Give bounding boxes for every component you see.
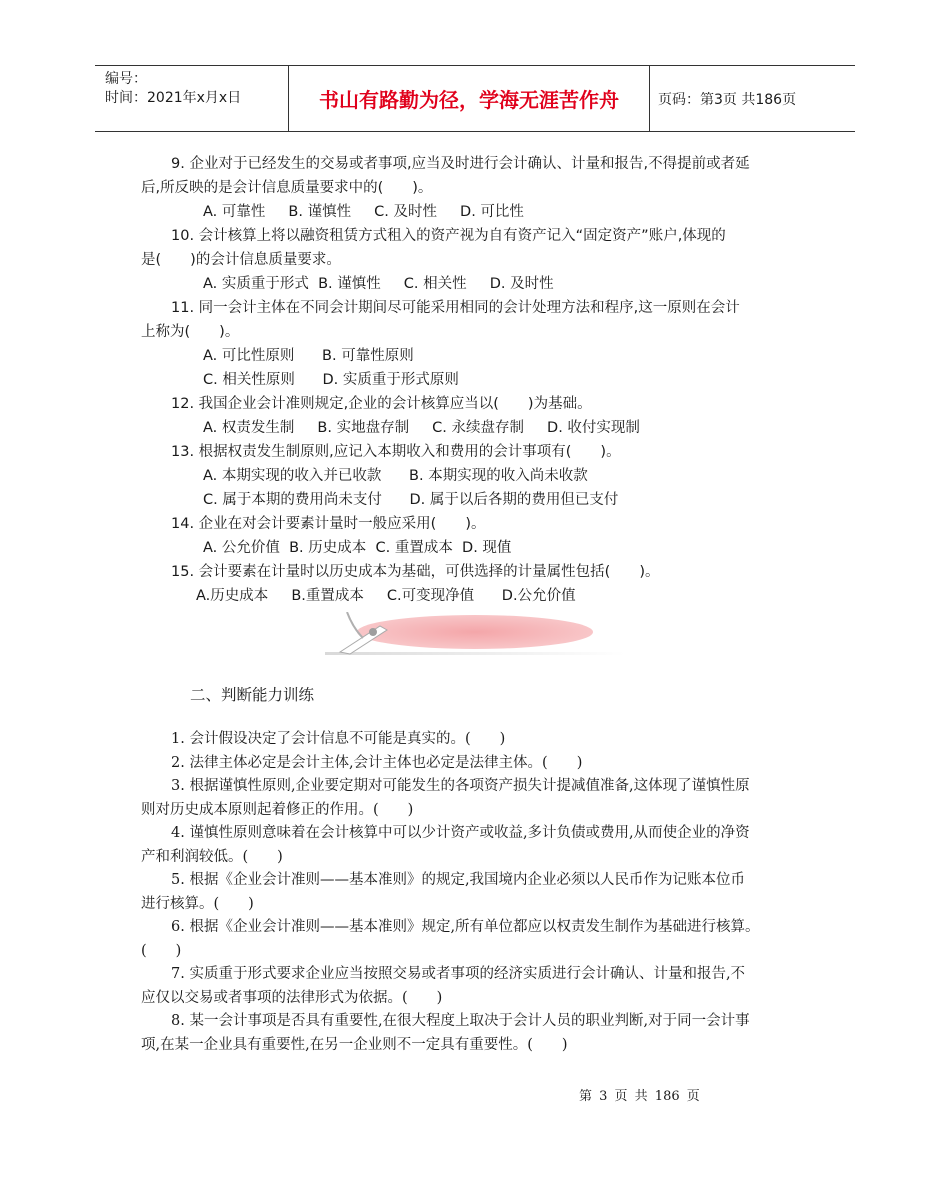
judgment-text-cont: 产和利润较低。( ) xyxy=(141,848,283,865)
question-options: A. 可比性原则 B. 可靠性原则 xyxy=(203,348,414,364)
question-text: 14. 企业在对会计要素计量时一般应采用( )。 xyxy=(171,516,486,532)
question-options: C. 相关性原则 D. 实质重于形式原则 xyxy=(203,372,459,388)
question-10 xyxy=(141,224,811,296)
judgment-text: 8. 某一会计事项是否具有重要性,在很大程度上取决于会计人员的职业判断,对于同一会计事 xyxy=(171,1013,750,1029)
judgment-1 xyxy=(141,728,819,752)
question-text-cont: 是( )的会计信息质量要求。 xyxy=(141,252,341,268)
question-options: A.历史成本 B.重置成本 C.可变现净值 D.公允价值 xyxy=(196,588,576,604)
question-options: A. 权责发生制 B. 实地盘存制 C. 永续盘存制 D. 收付实现制 xyxy=(203,420,640,436)
judgment-text-cont: 进行核算。( ) xyxy=(141,895,254,912)
question-options: C. 属于本期的费用尚未支付 D. 属于以后各期的费用但已支付 xyxy=(203,492,619,508)
judgment-text: 3. 根据谨慎性原则,企业要定期对可能发生的各项资产损失计提减值准备,这体现了谨慎性原 xyxy=(171,778,750,794)
question-9 xyxy=(141,152,811,224)
question-13 xyxy=(141,440,811,512)
page-footer: 第 3 页 共 186 页 xyxy=(579,1089,700,1104)
question-11 xyxy=(141,296,811,392)
judgment-text: 1. 会计假设决定了会计信息不可能是真实的。( ) xyxy=(171,731,506,747)
page-header xyxy=(95,65,855,132)
question-text-cont: 后,所反映的是会计信息质量要求中的( )。 xyxy=(141,180,433,196)
judgment-text: 7. 实质重于形式要求企业应当按照交易或者事项的经济实质进行会计确认、计量和报告,不 xyxy=(171,966,746,982)
question-text-cont: 上称为( )。 xyxy=(141,324,240,340)
judgment-text-cont: 应仅以交易或者事项的法律形式为依据。( ) xyxy=(141,989,443,1006)
judgment-2 xyxy=(141,752,819,776)
question-text: 11. 同一会计主体在不同会计期间尽可能采用相同的会计处理方法和程序,这一原则在会计 xyxy=(171,300,740,316)
choice-questions xyxy=(141,152,811,608)
judgment-questions xyxy=(141,728,819,1057)
judgment-text: 6. 根据《企业会计准则——基本准则》规定,所有单位都应以权责发生制作为基础进行核算。 xyxy=(171,919,760,935)
judgment-3 xyxy=(141,775,819,822)
judgment-8 xyxy=(141,1010,819,1057)
code-label: 编号： xyxy=(105,71,147,87)
time-label: 时间：2021年x月x日 xyxy=(105,90,242,106)
section-title: 二、判断能力训练 xyxy=(190,686,315,704)
question-15 xyxy=(141,560,811,608)
header-motto: 书山有路勤为径，学海无涯苦作舟 xyxy=(288,66,650,131)
question-text: 13. 根据权责发生制原则,应记入本期收入和费用的会计事项有( )。 xyxy=(171,444,621,460)
judgment-4 xyxy=(141,822,819,869)
question-text: 10. 会计核算上将以融资租赁方式租入的资产视为自有资产记入“固定资产”账户,体现的 xyxy=(171,228,726,244)
judgment-text: 2. 法律主体必定是会计主体,会计主体也必定是法律主体。( ) xyxy=(171,754,583,771)
judgment-text-cont: 则对历史成本原则起着修正的作用。( ) xyxy=(141,801,414,818)
question-options: A. 公允价值 B. 历史成本 C. 重置成本 D. 现值 xyxy=(203,540,512,556)
question-12 xyxy=(141,392,811,440)
judgment-text-cont: ( ) xyxy=(141,942,182,959)
question-options: A. 实质重于形式 B. 谨慎性 C. 相关性 D. 及时性 xyxy=(203,276,554,292)
judgment-5 xyxy=(141,869,819,916)
decorative-quill-image xyxy=(325,612,625,660)
judgment-7 xyxy=(141,963,819,1010)
header-page-info: 页码：第3页 共186页 xyxy=(658,91,797,108)
question-text: 12. 我国企业会计准则规定,企业的会计核算应当以( )为基础。 xyxy=(171,396,592,412)
judgment-text-cont: 项,在某一企业具有重要性,在另一企业则不一定具有重要性。( ) xyxy=(141,1036,568,1053)
judgment-text: 4. 谨慎性原则意味着在会计核算中可以少计资产或收益,多计负债或费用,从而使企业的净资 xyxy=(171,825,750,841)
question-options: A. 本期实现的收入并已收款 B. 本期实现的收入尚未收款 xyxy=(203,468,588,484)
judgment-6 xyxy=(141,916,819,963)
header-meta xyxy=(95,66,288,131)
question-options: A. 可靠性 B. 谨慎性 C. 及时性 D. 可比性 xyxy=(203,204,524,220)
question-text: 15. 会计要素在计量时以历史成本为基础，可供选择的计量属性包括( )。 xyxy=(171,564,660,580)
question-14 xyxy=(141,512,811,560)
judgment-text: 5. 根据《企业会计准则——基本准则》的规定,我国境内企业必须以人民币作为记账本位币 xyxy=(171,872,746,888)
question-text: 9. 企业对于已经发生的交易或者事项,应当及时进行会计确认、计量和报告,不得提前或者延 xyxy=(171,156,750,172)
